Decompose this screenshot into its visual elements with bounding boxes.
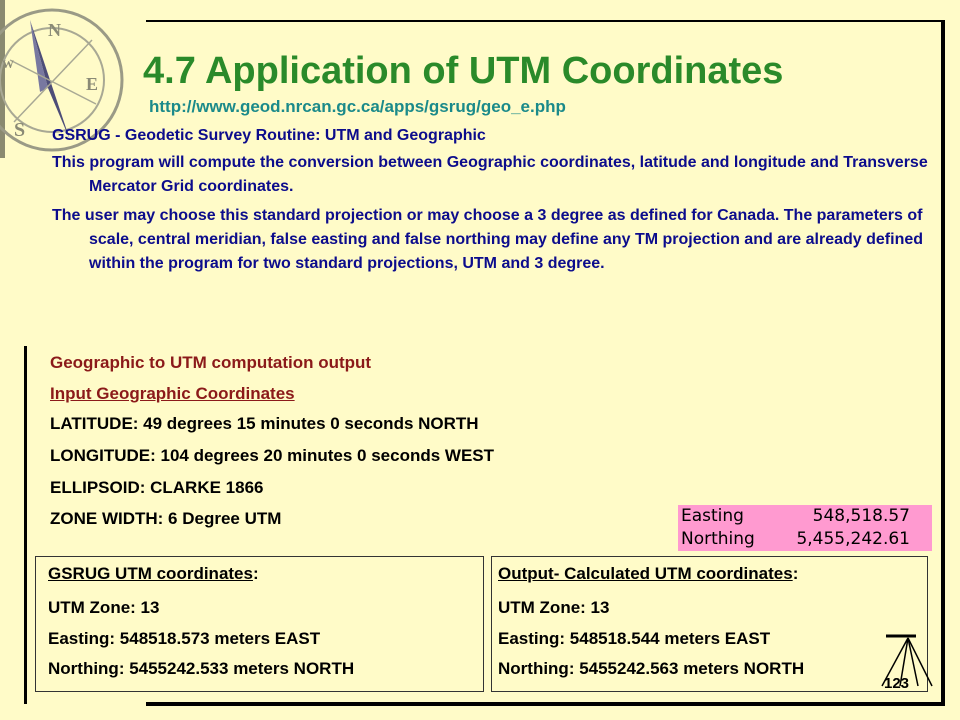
latitude-text: LATITUDE: 49 degrees 15 minutes 0 seconds NORTH	[50, 414, 479, 433]
intro-paragraph: GSRUG - Geodetic Survey Routine: UTM and Geographic	[52, 127, 486, 144]
compass-east-letter: E	[86, 74, 99, 94]
output-panel-title: Output- Calculated UTM coordinates:	[498, 564, 799, 583]
gsrug-coordinates-panel	[35, 556, 484, 692]
easting-label: Easting	[681, 506, 744, 526]
northing-value: 5,455,242.61	[796, 529, 910, 549]
left-rule	[24, 346, 27, 704]
computation-heading: Geographic to UTM computation output	[50, 353, 372, 372]
compass-north-letter: N	[48, 20, 61, 40]
description-paragraph: This program will compute the conversion between Geographic coordinates, latitude and longitude and Transverse Mercator Grid coordinates.	[52, 154, 928, 195]
output-coordinates-panel	[491, 556, 928, 692]
compass-west-letter: W	[2, 57, 14, 71]
calculated-result-table	[678, 505, 932, 551]
zone-width-text: ZONE WIDTH: 6 Degree UTM	[50, 509, 282, 528]
output-zone-text: UTM Zone: 13	[498, 598, 610, 617]
top-rule	[146, 20, 945, 22]
easting-value: 548,518.57	[812, 506, 910, 526]
source-url-link[interactable]: http://www.geod.nrcan.gc.ca/apps/gsrug/geo_e.php	[149, 97, 566, 116]
gsrug-easting-text: Easting: 548518.573 meters EAST	[48, 629, 321, 648]
easting-row	[678, 505, 932, 528]
compass-south-letter: S	[14, 119, 26, 141]
page-title: 4.7 Application of UTM Coordinates	[143, 50, 784, 92]
northing-label: Northing	[681, 529, 755, 549]
output-easting-text: Easting: 548518.544 meters EAST	[498, 629, 771, 648]
gsrug-zone-text: UTM Zone: 13	[48, 598, 160, 617]
northing-row	[678, 528, 932, 551]
page-number: 123	[884, 675, 910, 692]
options-paragraph: The user may choose this standard projection or may choose a 3 degree as defined for Canada. The parameters of scale, central meridian, false easting and false northing may define any TM projection and are already defined within the program for two standard projections, UTM and 3 degree.	[52, 207, 924, 272]
longitude-text: LONGITUDE: 104 degrees 20 minutes 0 seconds WEST	[50, 446, 495, 465]
input-coordinates-heading: Input Geographic Coordinates	[50, 384, 295, 403]
gsrug-panel-title: GSRUG UTM coordinates:	[48, 564, 259, 583]
gsrug-northing-text: Northing: 5455242.533 meters NORTH	[48, 659, 355, 678]
output-northing-text: Northing: 5455242.563 meters NORTH	[498, 659, 805, 678]
bottom-rule	[146, 702, 945, 706]
ellipsoid-text: ELLIPSOID: CLARKE 1866	[50, 478, 264, 497]
